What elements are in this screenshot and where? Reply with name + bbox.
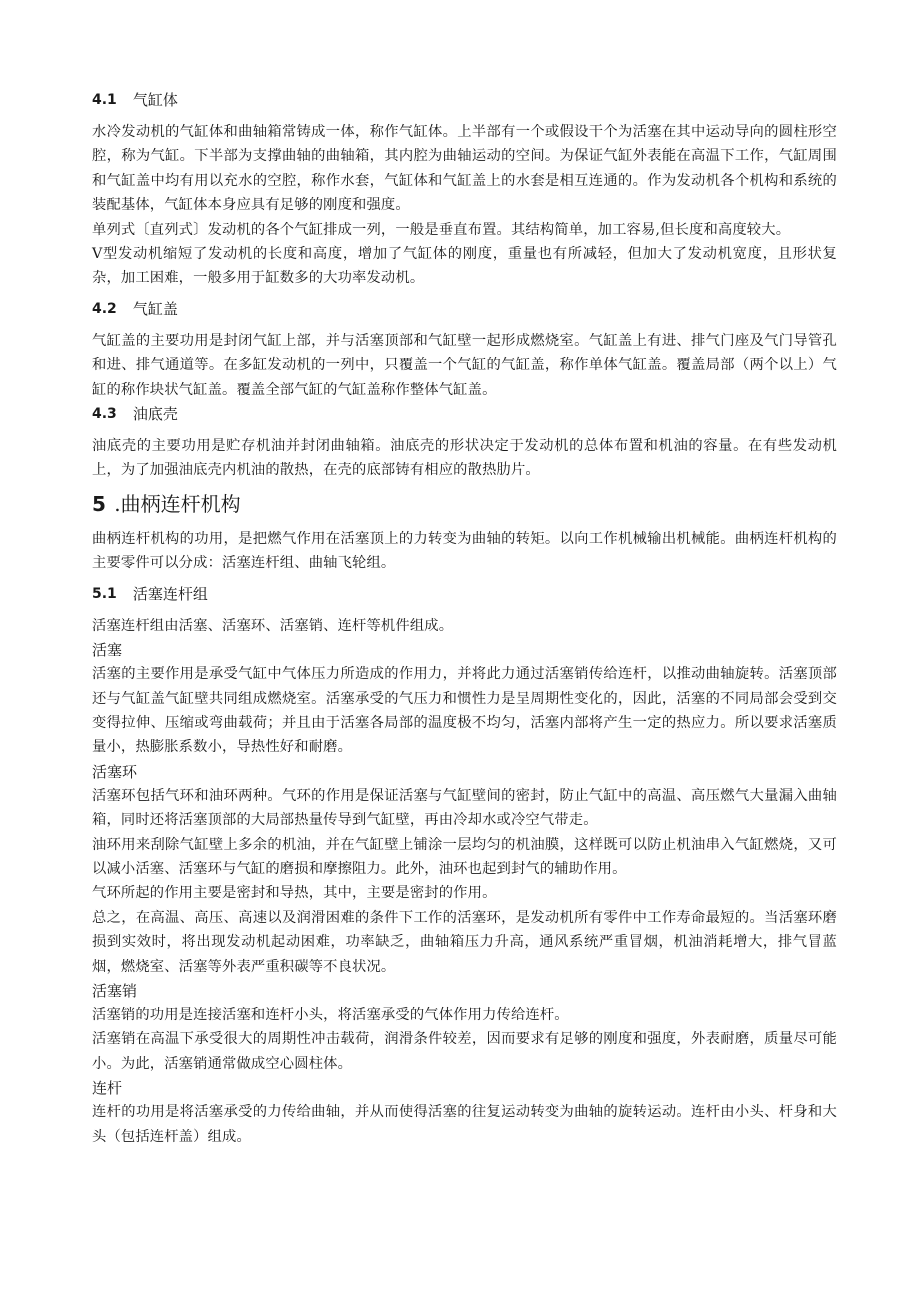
- section-5-1-heading: [92, 582, 837, 606]
- section-title: 油底壳: [132, 405, 178, 424]
- paragraph: 活塞的主要作用是承受气缸中气体压力所造成的作用力，并将此力通过活塞销传给连杆，以推动曲轴旋转。活塞顶部还与气缸盖气缸壁共同组成燃烧室。活塞承受的气压力和惯性力是呈周期性变化的，因此，活塞的不同局部会受到交变得拉伸、压缩或弯曲载荷；并且由于活塞各局部的温度极不均匀，活塞内部将产生一定的热应力。所以要求活塞质量小，热膨胀系数小，导热性好和耐磨。: [92, 666, 837, 756]
- section-5-heading: [92, 489, 837, 519]
- paragraph: 水冷发动机的气缸体和曲轴箱常铸成一体，称作气缸体。上半部有一个或假设干个为活塞在其中运动导向的圆柱形空腔，称为气缸。下半部为支撑曲轴的曲轴箱，其内腔为曲轴运动的空间。为保证气缸外表能在高温下工作，气缸周围和气缸盖中均有用以充水的空腔，称作水套，气缸体和气缸盖上的水套是相互连通的。作为发动机各个机构和系统的装配基体，气缸体本身应具有足够的刚度和强度。: [92, 124, 837, 214]
- subheading-connecting-rod: 连杆: [92, 1079, 123, 1098]
- paragraph: 活塞连杆组由活塞、活塞环、活塞销、连杆等机件组成。: [92, 617, 454, 634]
- section-number: 5.1: [92, 585, 117, 602]
- section-4-3-heading: [92, 402, 837, 426]
- section-4-2-heading: [92, 297, 837, 321]
- section-title: 气缸盖: [132, 299, 178, 318]
- paragraph: 总之，在高温、高压、高速以及润滑困难的条件下工作的活塞环，是发动机所有零件中工作寿命最短的。当活塞环磨损到实效时，将出现发动机起动困难，功率缺乏，曲轴箱压力升高，通风系统严重冒烟，机油消耗增大，排气冒蓝烟，燃烧室、活塞等外表严重积碳等不良状况。: [92, 909, 837, 975]
- section-number: 4.1: [92, 92, 117, 108]
- section-title: 气缸体: [132, 91, 178, 109]
- section-number: 4.2: [92, 300, 117, 317]
- paragraph: 活塞销的功用是连接活塞和连杆小头，将活塞承受的气体作用力传给连杆。: [92, 1006, 569, 1023]
- paragraph: 气缸盖的主要功用是封闭气缸上部，并与活塞顶部和气缸壁一起形成燃烧室。气缸盖上有进、排气门座及气门导管孔和进、排气通道等。在多缸发动机的一列中，只覆盖一个气缸的气缸盖，称作单体气缸盖。覆盖局部（两个以上）气缸的称作块状气缸盖。覆盖全部气缸的气缸盖称作整体气缸盖。: [92, 332, 837, 398]
- paragraph: 油底壳的主要功用是贮存机油并封闭曲轴箱。油底壳的形状决定于发动机的总体布置和机油的容量。在有些发动机上，为了加强油底壳内机油的散热，在壳的底部铸有相应的散热肋片。: [92, 438, 837, 479]
- section-title: 活塞连杆组: [132, 584, 208, 603]
- paragraph: 单列式〔直列式〕发动机的各个气缸排成一列，一般是垂直布置。其结构简单，加工容易,但长度和高度较大。: [92, 221, 791, 238]
- paragraph: 曲柄连杆机构的功用，是把燃气作用在活塞顶上的力转变为曲轴的转矩。以向工作机械输出机械能。曲柄连杆机构的主要零件可以分成：活塞连杆组、曲轴飞轮组。: [92, 530, 837, 572]
- subheading-piston: 活塞: [92, 641, 123, 660]
- paragraph: 活塞销在高温下承受很大的周期性冲击载荷，润滑条件较差，因而要求有足够的刚度和强度，外表耐磨，质量尽可能小。为此，活塞销通常做成空心圆柱体。: [92, 1031, 837, 1072]
- paragraph: 连杆的功用是将活塞承受的力传给曲轴，并从而使得活塞的往复运动转变为曲轴的旋转运动。连杆由小头、杆身和大头（包括连杆盖）组成。: [92, 1104, 837, 1145]
- document-page: [92, 88, 837, 1149]
- paragraph: 活塞环包括气环和油环两种。气环的作用是保证活塞与气缸壁间的密封，防止气缸中的高温、高压燃气大量漏入曲轴箱，同时还将活塞顶部的大局部热量传导到气缸壁，再由冷却水或冷空气带走。: [92, 787, 837, 829]
- paragraph: 油环用来刮除气缸壁上多余的机油，并在气缸壁上铺涂一层均匀的机油膜，这样既可以防止机油串入气缸燃烧，又可以减小活塞、活塞环与气缸的磨损和摩擦阻力。此外，油环也起到封气的辅助作用。: [92, 836, 837, 877]
- section-number: 4.3: [92, 406, 117, 423]
- subheading-piston-ring: 活塞环: [92, 762, 138, 781]
- paragraph: 气环所起的作用主要是密封和导热，其中，主要是密封的作用。: [92, 885, 497, 902]
- subheading-piston-pin: 活塞销: [92, 981, 138, 1000]
- paragraph: V型发动机缩短了发动机的长度和高度，增加了气缸体的刚度，重量也有所减轻，但加大了发动机宽度，且形状复杂，加工困难，一般多用于缸数多的大功率发动机。: [92, 246, 837, 287]
- section-number: 5: [92, 491, 106, 516]
- section-title: .曲柄连杆机构: [114, 491, 241, 516]
- section-4-1-heading: [92, 88, 837, 112]
